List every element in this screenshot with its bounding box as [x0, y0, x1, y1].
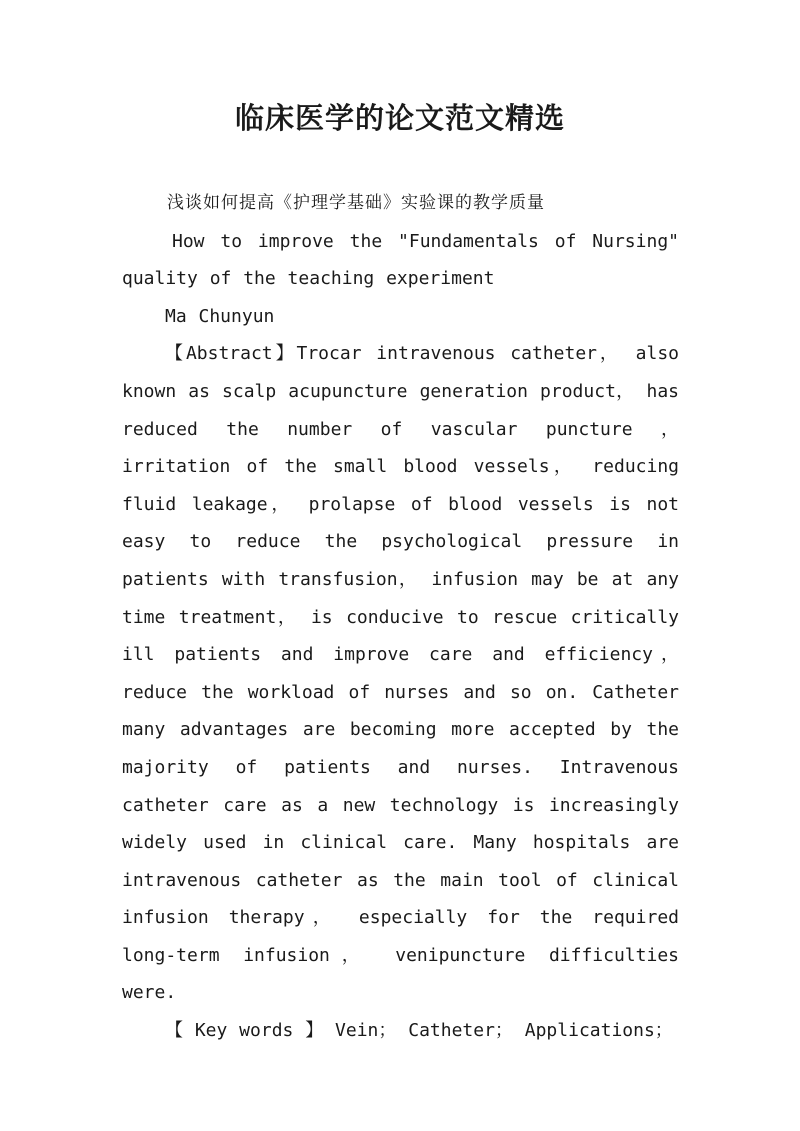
- chinese-subtitle: 浅谈如何提高《护理学基础》实验课的教学质量: [167, 193, 545, 213]
- document-body: [122, 185, 679, 1050]
- document-title: 临床医学的论文范文精选: [234, 101, 565, 135]
- english-subtitle: How to improve the "Fundamentals of Nursing" quality of the teaching experiment: [122, 230, 679, 290]
- abstract-paragraph: 【Abstract】Trocar intravenous catheter， also known as scalp acupuncture generation product， has reduced the number of vascular puncture ， irritation of the small blood vessels， reducing fluid leakage， prolapse of blood vessels is not easy to reduce the psychological pressure in patients with transfusion， infusion may be at any time treatment， is conducive to rescue critically ill patients and improve care and efficiency， reduce the workload of nurses and so on. Catheter many advantages are becoming more accepted by the majority of patients and nurses. Intravenous catheter care as a new technology is increasingly widely used in clinical care. Many hospitals are intravenous catheter as the main tool of clinical infusion therapy， especially for the required long-term infusion， venipuncture difficulties were.: [122, 343, 679, 1004]
- keywords-paragraph: 【 Key words 】 Vein； Catheter； Applications；: [165, 1020, 673, 1042]
- author-name: Ma Chunyun: [165, 305, 275, 327]
